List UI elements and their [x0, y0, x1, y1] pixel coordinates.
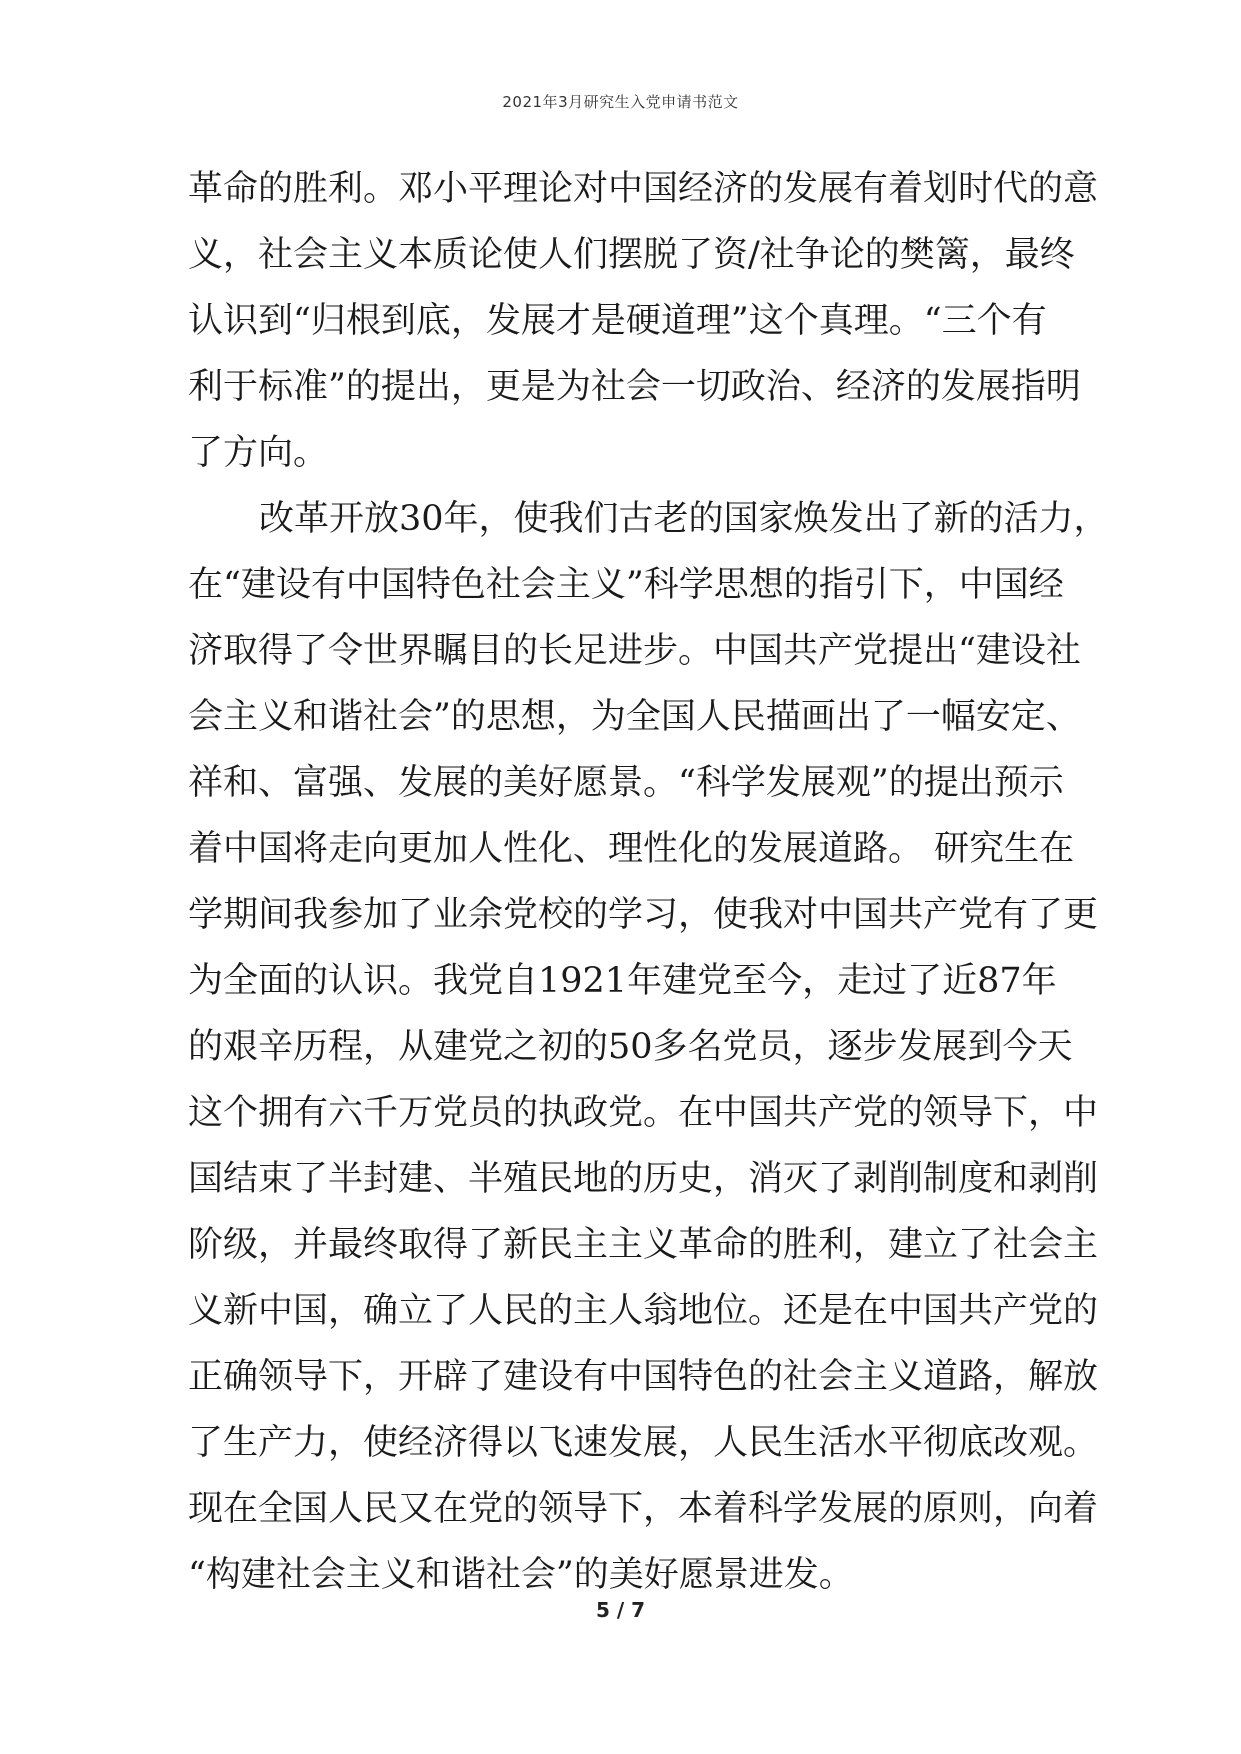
text-line: 着中国将走向更加人性化、理性化的发展道路。 研究生在 [188, 829, 1075, 869]
text-line: “构建社会主义和谐社会”的美好愿景进发。 [188, 1555, 854, 1595]
text-line: 认识到“归根到底，发展才是硬道理”这个真理。“三个有 [188, 301, 1047, 341]
text-line: 利于标准”的提出，更是为社会一切政治、经济的发展指明 [188, 367, 1081, 407]
text-line: 阶级，并最终取得了新民主主义革命的胜利，建立了社会主 [188, 1225, 1099, 1265]
text-line: 济取得了令世界瞩目的长足进步。中国共产党提出“建设社 [188, 631, 1081, 671]
text-line: 现在全国人民又在党的领导下，本着科学发展的原则，向着 [188, 1489, 1099, 1529]
text-line: 义，社会主义本质论使人们摆脱了资/社争论的樊篱，最终 [188, 235, 1075, 275]
text-line: 正确领导下，开辟了建设有中国特色的社会主义道路，解放 [188, 1357, 1099, 1397]
text-line: 这个拥有六千万党员的执政党。在中国共产党的领导下，中 [188, 1093, 1099, 1133]
text-line: 会主义和谐社会”的思想，为全国人民描画出了一幅安定、 [188, 697, 1081, 737]
text-line: 祥和、富强、发展的美好愿景。“科学发展观”的提出预示 [188, 763, 1064, 803]
text-line: 为全面的认识。我党自1921年建党至今，走过了近87年 [188, 961, 1057, 1001]
text-line: 革命的胜利。邓小平理论对中国经济的发展有着划时代的意 [188, 169, 1099, 209]
text-line: 的艰辛历程，从建党之初的50多名党员，逐步发展到今天 [188, 1027, 1073, 1067]
text-line: 义新中国，确立了人民的主人翁地位。还是在中国共产党的 [188, 1291, 1099, 1331]
text-line: 国结束了半封建、半殖民地的历史，消灭了剥削制度和剥削 [188, 1159, 1099, 1199]
page-header: 2021年3月研究生入党申请书范文 [502, 93, 739, 111]
paragraph-first-line: 改革开放30年，使我们古老的国家焕发出了新的活力， [259, 499, 1109, 539]
text-line: 学期间我参加了业余党校的学习，使我对中国共产党有了更 [188, 895, 1099, 935]
text-line: 了生产力，使经济得以飞速发展，人民生活水平彻底改观。 [188, 1423, 1099, 1463]
text-line: 了方向。 [188, 433, 329, 473]
page-number: 5 / 7 [595, 1598, 646, 1622]
text-line: 在“建设有中国特色社会主义”科学思想的指引下，中国经 [188, 565, 1064, 605]
document-body [188, 156, 1109, 1608]
